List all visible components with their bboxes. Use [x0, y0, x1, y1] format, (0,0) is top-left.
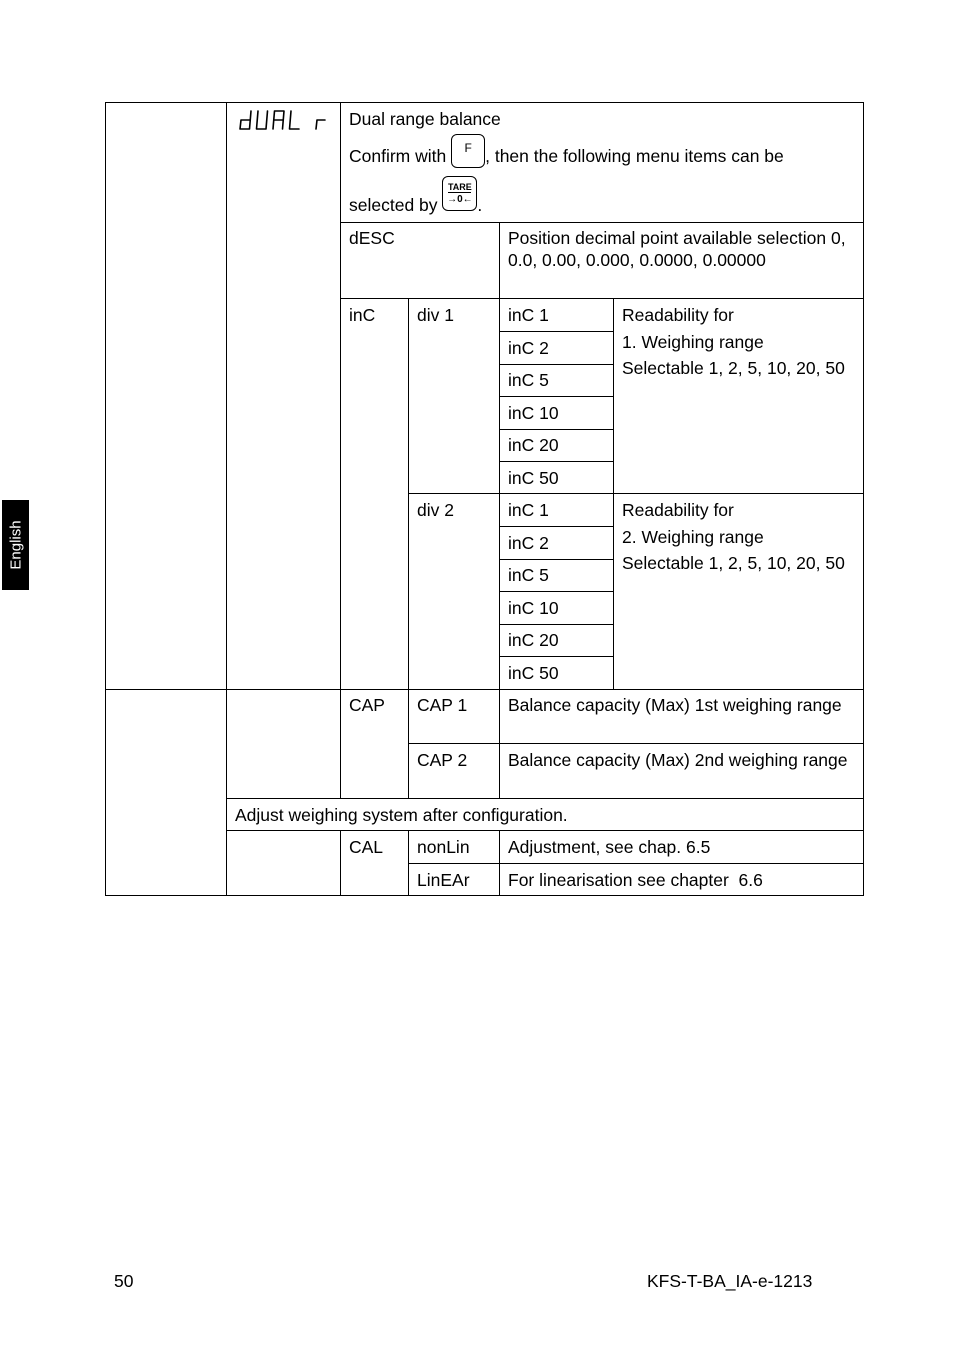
f-key-label: F	[464, 141, 472, 155]
menu-code-display	[237, 109, 329, 133]
desc-text: Position decimal point available selection 0, 0.0, 0.00, 0.000, 0.0000, 0.00000	[508, 228, 846, 270]
inc-code: inC	[349, 305, 376, 325]
div1-option: inC 1	[508, 305, 549, 325]
cap-code: CAP	[349, 695, 385, 715]
div1-option: inC 20	[508, 435, 559, 455]
div2-desc-line3: Selectable 1, 2, 5, 10, 20, 50	[622, 553, 845, 573]
div1-option: inC 10	[508, 403, 559, 423]
cap1-text: Balance capacity (Max) 1st weighing range	[508, 695, 842, 715]
div1-desc-line2: 1. Weighing range	[622, 332, 764, 352]
tare-key-label: TARE	[447, 182, 472, 192]
tare-key-arrows: →0←	[447, 194, 473, 205]
div2-desc-line1: Readability for	[622, 500, 734, 520]
cap1-code: CAP 1	[417, 695, 468, 715]
confirm-line	[349, 134, 784, 174]
desc-code: dESC	[349, 228, 395, 248]
cal-nonlin-code: nonLin	[417, 837, 470, 857]
div1-desc-line3: Selectable 1, 2, 5, 10, 20, 50	[622, 358, 845, 378]
div1-option: inC 50	[508, 468, 559, 488]
div1-desc-line1: Readability for	[622, 305, 734, 325]
language-tab	[2, 500, 29, 590]
page-number: 50	[114, 1271, 134, 1291]
div2-option: inC 50	[508, 663, 559, 683]
f-key-icon	[451, 134, 485, 168]
div2-option: inC 1	[508, 500, 549, 520]
confirm-text: Confirm with	[349, 146, 452, 166]
cal-linear-text: For linearisation see chapter 6.6	[508, 870, 763, 890]
confirm-text-after: , then the following menu items can be	[485, 146, 784, 166]
language-tab-label: English	[7, 520, 24, 570]
div1-option: inC 5	[508, 370, 549, 390]
cal-code: CAL	[349, 837, 384, 857]
dual-range-title: Dual range balance	[349, 109, 501, 129]
cal-nonlin-text: Adjustment, see chap. 6.5	[508, 837, 711, 857]
cap2-text: Balance capacity (Max) 2nd weighing range	[508, 750, 848, 770]
adjust-note: Adjust weighing system after configuration.	[235, 805, 568, 825]
selected-by-line	[349, 176, 482, 224]
period: .	[477, 195, 483, 215]
div1-option: inC 2	[508, 338, 549, 358]
div2-option: inC 20	[508, 630, 559, 650]
div2-option: inC 5	[508, 565, 549, 585]
div2-option: inC 10	[508, 598, 559, 618]
cap2-code: CAP 2	[417, 750, 468, 770]
div2-option: inC 2	[508, 533, 549, 553]
tare-key-icon	[442, 176, 477, 211]
div2-label: div 2	[417, 500, 454, 520]
selected-by-text: selected by	[349, 195, 443, 215]
document-id: KFS-T-BA_IA-e-1213	[647, 1271, 813, 1291]
cal-linear-code: LinEAr	[417, 870, 470, 890]
div1-label: div 1	[417, 305, 454, 325]
div2-desc-line2: 2. Weighing range	[622, 527, 764, 547]
